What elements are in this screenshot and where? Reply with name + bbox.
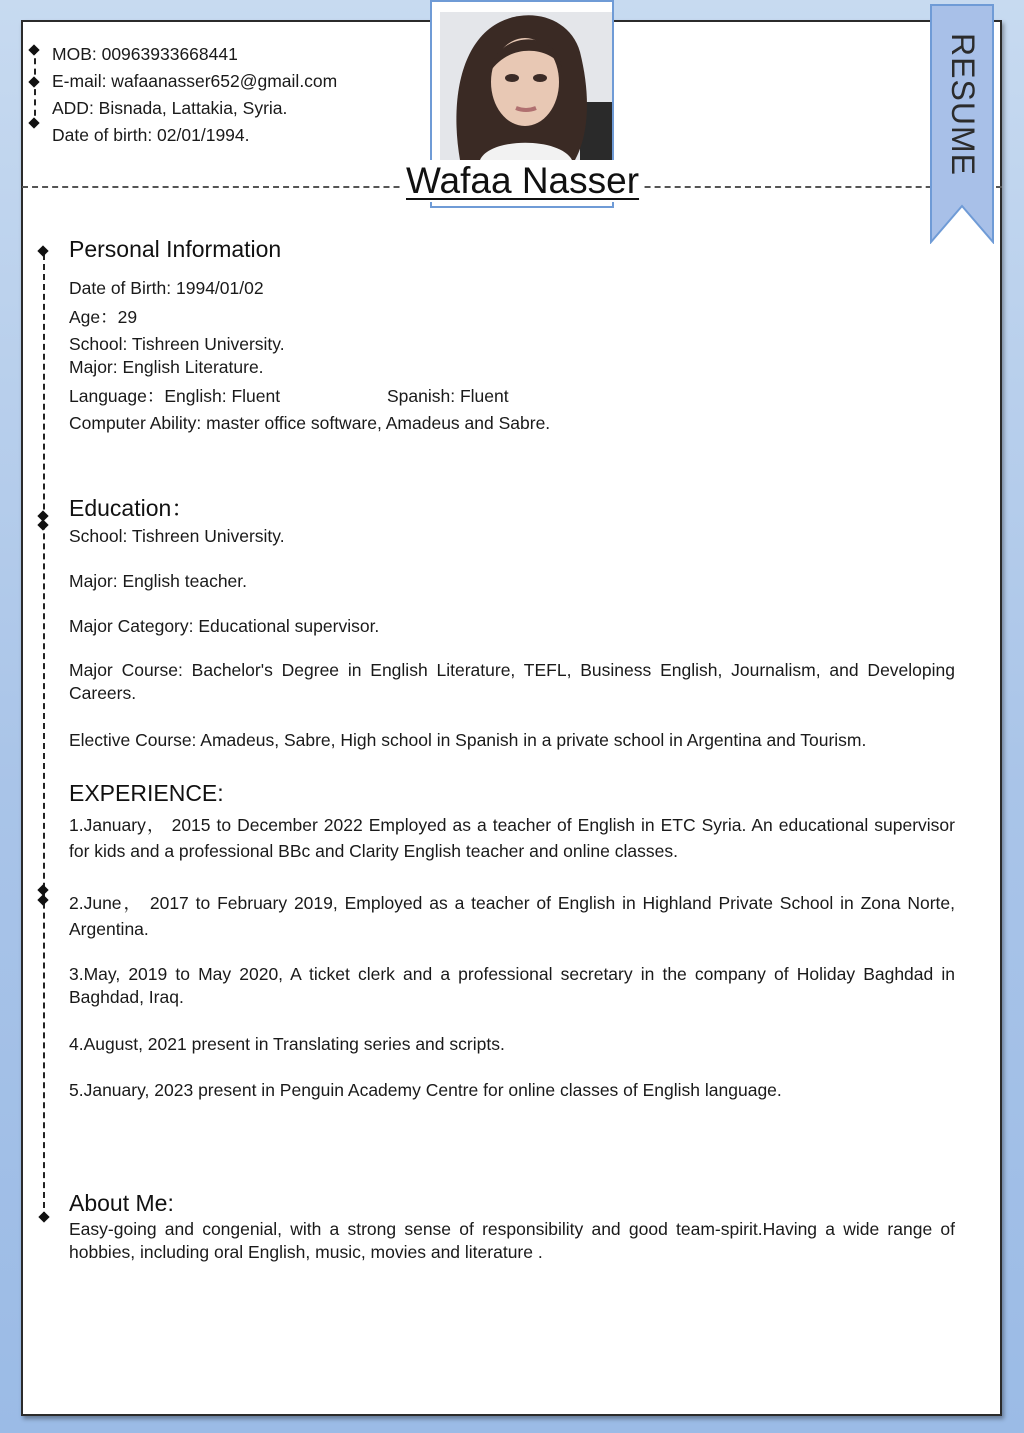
experience-item: 4.August, 2021 present in Translating series and scripts. xyxy=(69,1034,505,1054)
personal-age: Age：29 xyxy=(69,307,138,327)
ribbon-label: RESUME xyxy=(944,32,981,176)
personal-dob: Date of Birth: 1994/01/02 xyxy=(69,278,264,298)
experience-item: 2.June， 2017 to February 2019, Employed as a teacher of English in Highland Private School in Zona Norte, Argentina. xyxy=(69,893,955,939)
education-major: Major: English teacher. xyxy=(69,571,248,591)
experience-item: 3.May, 2019 to May 2020, A ticket clerk and a professional secretary in the company of Holiday Baghdad in Baghdad, Iraq. xyxy=(69,964,955,1007)
personal-language: Language：English: Fluent xyxy=(69,386,281,406)
contact-address: ADD: Bisnada, Lattakia, Syria. xyxy=(52,98,288,118)
contact-mobile: MOB: 00963933668441 xyxy=(52,44,238,64)
education-course: Major Course: Bachelor's Degree in English Literature, TEFL, Business English, Journalism, and Developing Careers. xyxy=(69,660,955,703)
education-category: Major Category: Educational supervisor. xyxy=(69,616,380,636)
experience-item: 5.January, 2023 present in Penguin Academy Centre for online classes of English language. xyxy=(69,1080,782,1100)
contact-email: E-mail: wafaanasser652@gmail.com xyxy=(52,71,338,91)
about-text: Easy-going and congenial, with a strong sense of responsibility and good team-spirit.Having a wide range of hobbies, including oral English, music, movies and literature . xyxy=(69,1219,955,1262)
about-heading: About Me: xyxy=(69,1190,174,1216)
education-elective: Elective Course: Amadeus, Sabre, High school in Spanish in a private school in Argentina and Tourism. xyxy=(69,730,867,750)
personal-language-spanish: Spanish: Fluent xyxy=(387,386,509,406)
person-name: Wafaa Nasser xyxy=(402,160,643,202)
education-school: School: Tishreen University. xyxy=(69,526,285,546)
personal-school: School: Tishreen University. xyxy=(69,334,285,354)
personal-computer: Computer Ability: master office software, Amadeus and Sabre. xyxy=(69,413,551,433)
education-heading: Education： xyxy=(69,495,195,521)
profile-photo xyxy=(440,12,612,160)
personal-heading: Personal Information xyxy=(69,236,282,262)
contact-dob: Date of birth: 02/01/1994. xyxy=(52,125,250,145)
experience-heading: EXPERIENCE: xyxy=(69,780,224,806)
personal-major: Major: English Literature. xyxy=(69,357,264,377)
experience-item: 1.January， 2015 to December 2022 Employed as a teacher of English in ETC Syria. An educational supervisor for kids and a professional BBc and Clarity English teacher and online classes. xyxy=(69,815,955,861)
section-timeline xyxy=(43,254,45,1218)
